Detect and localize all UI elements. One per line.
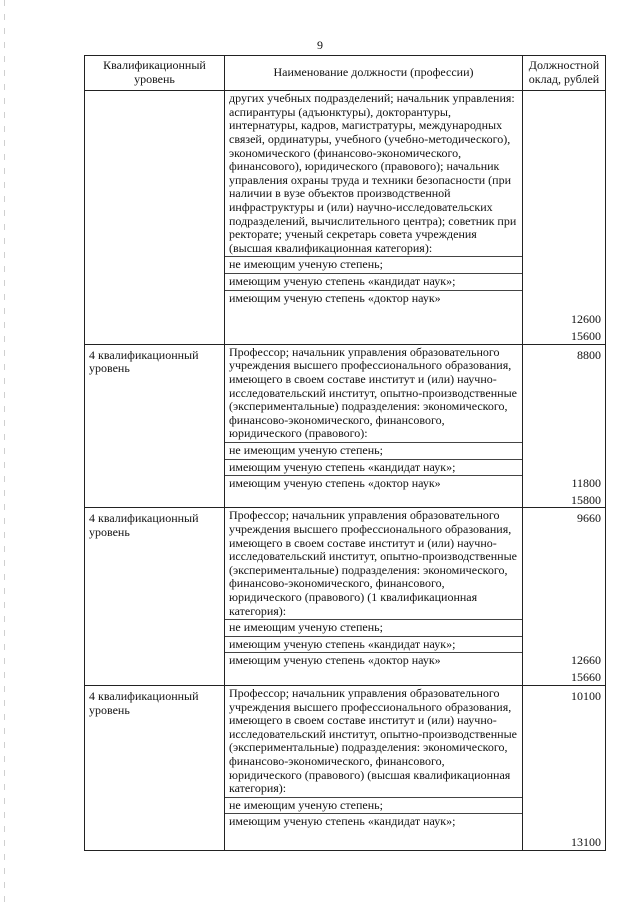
salary-cell	[523, 685, 606, 850]
scan-edge	[4, 0, 5, 905]
salary-candidate: 11800	[571, 475, 601, 490]
position-text: Профессор; начальник управления образовательного учреждения высшего профессионального образования, имеющего в своем составе институт и (или) научно-исследовательский институт, опытно-производственные (экспериментальные) подразделения: экономического, финансово-экономического, финансового, юридического (правового) (1 квалификационная категория):	[229, 508, 517, 618]
position-cell	[225, 344, 523, 508]
level-cell	[85, 91, 225, 345]
salary-candidate: 13100	[571, 834, 601, 849]
table-row	[85, 685, 606, 850]
header-qualification-level: Квалификационный уровень	[85, 56, 225, 91]
salary-cell	[523, 344, 606, 508]
degree-candidate: имеющим ученую степень «кандидат наук»;	[225, 459, 522, 476]
level-cell: 4 квалификационный уровень	[85, 508, 225, 686]
degree-doctor: имеющим ученую степень «доктор наук»	[225, 475, 522, 492]
position-cell	[225, 508, 523, 686]
table-row	[85, 508, 606, 686]
position-text: других учебных подразделений; начальник управления: аспирантуры (адъюнктуры), докторантуры, интернатуры, кадров, магистратуры, международных связей, ординатуры, учебного (учебно-методического), экономического (финансово-экономического, финансового), юридического (правового); начальник управления охраны труда и техники безопасности (при наличии в вузе объектов производственной инфраструктуры и (или) научно-исследовательских подразделений, вычислительного центра); советник при ректорате; ученый секретарь совета учреждения (высшая квалификационная категория):	[229, 91, 517, 255]
page-number: 9	[317, 38, 323, 52]
base-salary: 9660	[577, 511, 601, 526]
position-cell	[225, 685, 523, 850]
header-salary: Должностной оклад, рублей	[523, 56, 606, 91]
level-cell: 4 квалификационный уровень	[85, 344, 225, 508]
position-cell	[225, 91, 523, 345]
base-salary	[527, 91, 601, 313]
table-row	[85, 344, 606, 508]
base-salary: 8800	[577, 347, 601, 362]
table-header-row	[85, 56, 606, 91]
degree-none: не имеющим ученую степень;	[225, 797, 522, 814]
degree-doctor: имеющим ученую степень «доктор наук»	[225, 290, 522, 307]
degree-candidate: имеющим ученую степень «кандидат наук»;	[225, 273, 522, 290]
salary-table	[84, 55, 606, 851]
degree-candidate: имеющим ученую степень «кандидат наук»;	[225, 813, 522, 830]
salary-doctor: 15600	[571, 329, 601, 344]
degree-doctor: имеющим ученую степень «доктор наук»	[225, 652, 522, 669]
degree-none: не имеющим ученую степень;	[225, 619, 522, 636]
degree-none: не имеющим ученую степень;	[225, 256, 522, 273]
salary-cell	[523, 508, 606, 686]
salary-candidate: 12600	[571, 312, 601, 327]
degree-candidate: имеющим ученую степень «кандидат наук»;	[225, 636, 522, 653]
position-text: Профессор; начальник управления образовательного учреждения высшего профессионального образования, имеющего в своем составе институт и (или) научно-исследовательский институт, опытно-производственные (экспериментальные) подразделения: экономического, финансово-экономического, финансового, юридического (правового):	[229, 344, 517, 441]
salary-doctor: 15800	[571, 492, 601, 507]
table-row	[85, 91, 606, 345]
degree-none: не имеющим ученую степень;	[225, 442, 522, 459]
salary-candidate: 12660	[571, 653, 601, 668]
salary-cell	[523, 91, 606, 345]
position-text: Профессор; начальник управления образовательного учреждения высшего профессионального образования, имеющего в своем составе институт и (или) научно-исследовательский институт, опытно-производственные (экспериментальные) подразделения: экономического, финансово-экономического, финансового, юридического (правового) (высшая квалификационная категория):	[229, 685, 517, 796]
base-salary: 10100	[571, 688, 601, 703]
salary-doctor: 15660	[571, 670, 601, 685]
header-position-name: Наименование должности (профессии)	[225, 56, 523, 91]
level-cell: 4 квалификационный уровень	[85, 685, 225, 850]
